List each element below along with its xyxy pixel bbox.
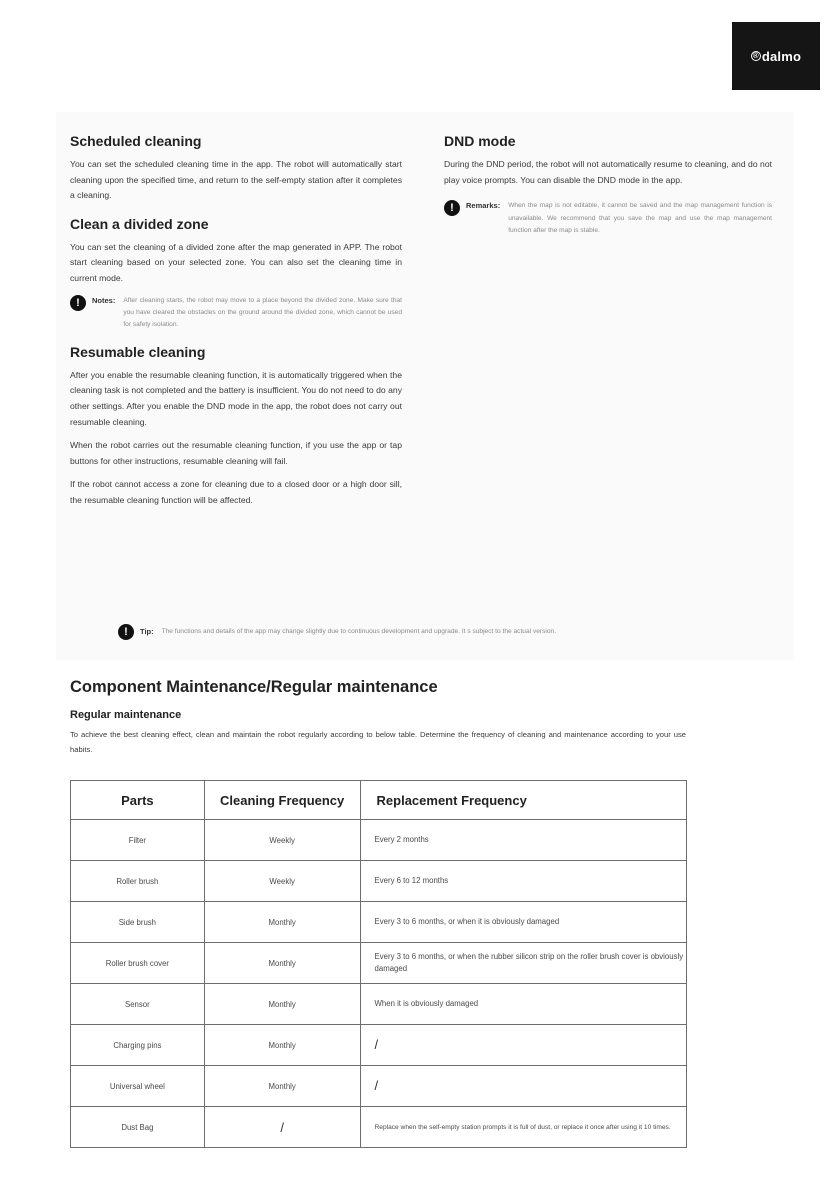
left-column	[70, 133, 402, 521]
part-cell: Roller brush	[71, 861, 205, 902]
registered-mark-icon: ®	[752, 51, 759, 60]
section-title: Clean a divided zone	[70, 215, 209, 232]
section-text: During the DND period, the robot will not automatically resume to cleaning, and do not play voice prompts. You can disable the DND mode in the app.	[444, 159, 772, 185]
tip-label: Tip:	[140, 627, 154, 636]
table-row	[71, 1066, 687, 1107]
notes-label: Notes:	[92, 295, 116, 305]
cleaning-cell: Monthly	[204, 943, 360, 984]
remarks-callout	[444, 200, 772, 237]
part-cell: Filter	[71, 820, 205, 861]
table-row	[71, 1025, 687, 1066]
table-row	[71, 984, 687, 1025]
tip-callout	[118, 624, 748, 640]
replacement-cell: /	[360, 1066, 686, 1107]
exclamation-icon: !	[118, 624, 134, 640]
cleaning-cell: Weekly	[204, 820, 360, 861]
table-row	[71, 861, 687, 902]
maintenance-intro: To achieve the best cleaning effect, clean and maintain the robot regularly according to below table. Determine the frequency of cleaning and maintenance according to your use habits.	[70, 730, 686, 754]
replacement-cell: /	[360, 1025, 686, 1066]
table-header-row	[71, 781, 687, 820]
notes-text: After cleaning starts, the robot may move to a place beyond the divided zone. Make sure that you have cleared the obstacles on the ground around the divided zone, which cannot be used for safety isolation.	[123, 296, 402, 329]
part-cell: Charging pins	[71, 1025, 205, 1066]
maintenance-subtitle: Regular maintenance	[70, 709, 182, 721]
cleaning-cell: Monthly	[204, 1025, 360, 1066]
cleaning-cell: /	[204, 1107, 360, 1148]
resumable-cleaning-section	[70, 344, 402, 509]
section-text: You can set the cleaning of a divided zone after the map generated in APP. The robot start cleaning based on your selected zone. You can also set the cleaning time in current mode.	[70, 241, 402, 283]
replacement-cell: When it is obviously damaged	[360, 984, 686, 1025]
remarks-text: When the map is not editable, it cannot be saved and the map management function is unavailable. We recommend that you save the map and use the map management function after the map is stable.	[508, 202, 772, 234]
table-row	[71, 902, 687, 943]
section-text: If the robot cannot access a zone for cleaning due to a closed door or a high door sill, the resumable cleaning function will be affected.	[70, 479, 402, 505]
right-column	[444, 133, 772, 249]
part-cell: Side brush	[71, 902, 205, 943]
replacement-cell: Every 2 months	[360, 820, 686, 861]
exclamation-icon: !	[70, 295, 86, 311]
maintenance-table	[70, 780, 687, 1148]
maintenance-title: Component Maintenance/Regular maintenance	[70, 678, 438, 696]
tip-text: The functions and details of the app may change slightly due to continuous development and upgrade. It s subject to the actual version.	[161, 628, 557, 635]
section-title: Resumable cleaning	[70, 343, 206, 360]
maintenance-section	[70, 678, 686, 767]
section-text: You can set the scheduled cleaning time in the app. The robot will automatically start cleaning upon the specified time, and return to the self-empty station after it completes a cleaning.	[70, 159, 402, 201]
cleaning-cell: Monthly	[204, 1066, 360, 1107]
cleaning-cell: Monthly	[204, 902, 360, 943]
replacement-cell: Every 3 to 6 months, or when it is obviously damaged	[360, 902, 686, 943]
remarks-label: Remarks:	[466, 201, 501, 211]
part-cell: Dust Bag	[71, 1107, 205, 1148]
part-cell: Universal wheel	[71, 1066, 205, 1107]
section-text: When the robot carries out the resumable cleaning function, if you use the app or tap buttons for other instructions, resumable cleaning will fail.	[70, 440, 402, 466]
dnd-mode-section	[444, 133, 772, 188]
section-title: DND mode	[444, 133, 516, 149]
cleaning-cell: Monthly	[204, 984, 360, 1025]
part-cell: Sensor	[71, 984, 205, 1025]
table-row	[71, 943, 687, 984]
header-parts: Parts	[71, 781, 205, 820]
table-row	[71, 1107, 687, 1148]
replacement-cell: Every 3 to 6 months, or when the rubber silicon strip on the roller brush cover is obviously damaged	[360, 943, 686, 984]
replacement-cell: Replace when the self-empty station prompts it is full of dust, or replace it once after using it 10 times.	[360, 1107, 686, 1148]
header-replacement-frequency: Replacement Frequency	[360, 781, 686, 820]
part-cell: Roller brush cover	[71, 943, 205, 984]
replacement-cell: Every 6 to 12 months	[360, 861, 686, 902]
cleaning-cell: Weekly	[204, 861, 360, 902]
notes-callout	[70, 295, 402, 332]
logo-text: dalmo	[761, 48, 802, 64]
header-cleaning-frequency: Cleaning Frequency	[204, 781, 360, 820]
table-row	[71, 820, 687, 861]
divided-zone-section	[70, 216, 402, 332]
scheduled-cleaning-section	[70, 133, 402, 204]
section-text: After you enable the resumable cleaning function, it is automatically triggered when the cleaning task is not completed and the battery is insufficient. You do not need to do any other settings. After you enable the DND mode in the app, the robot does not carry out resumable cleaning.	[70, 369, 402, 427]
dalmo-logo	[732, 22, 820, 90]
exclamation-icon: !	[444, 200, 460, 216]
section-title: Scheduled cleaning	[70, 133, 202, 149]
